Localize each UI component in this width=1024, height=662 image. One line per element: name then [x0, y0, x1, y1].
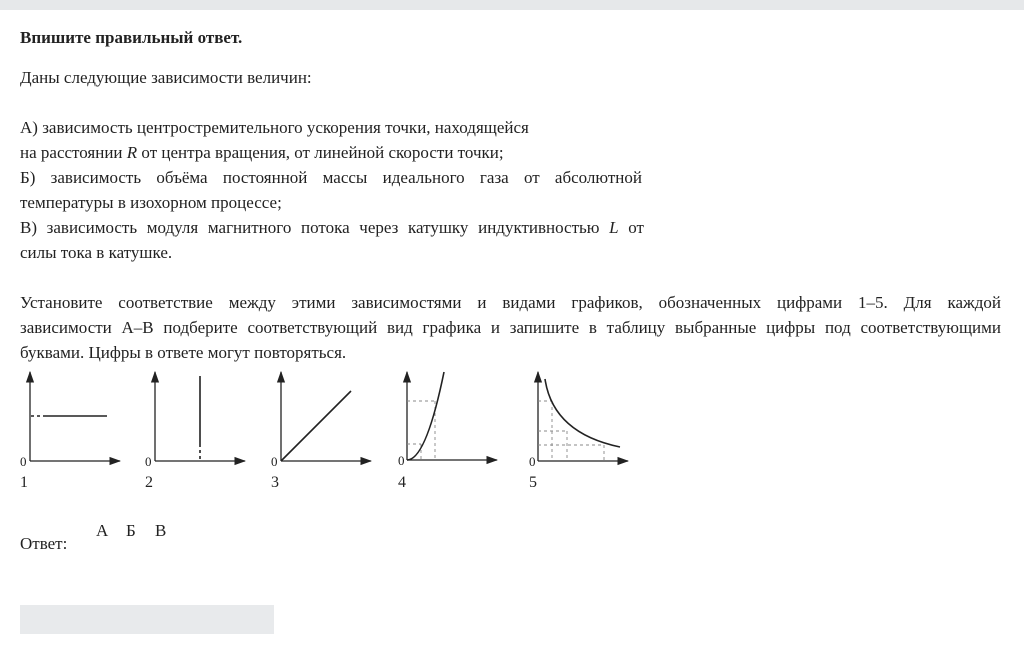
graph-4 — [396, 368, 506, 493]
item-c-line1: В) зависимость модуля магнитного потока через катушку индуктивностью L от — [20, 218, 644, 237]
graph-1-number: 1 — [20, 474, 28, 491]
graph-3-number: 3 — [271, 474, 279, 491]
var-l: L — [609, 218, 619, 237]
graph-3-origin: 0 — [271, 454, 278, 469]
intro-text: Даны следующие зависимости величин: — [20, 68, 312, 87]
top-bar — [0, 0, 1024, 10]
task-line3: буквами. Цифры в ответе могут повторяться. — [20, 343, 347, 362]
task-line2: зависимости А–В подберите соответствующий вид графика и запишите в таблицу выбранные цифры под соответствующими — [20, 318, 1001, 337]
item-b-line2: температуры в изохорном процессе; — [20, 193, 282, 212]
item-c-line2: силы тока в катушке. — [20, 243, 173, 262]
graph-5-number: 5 — [529, 474, 537, 491]
graph-1 — [14, 368, 124, 493]
answer-column-c: В — [155, 521, 167, 540]
graph-2-number: 2 — [145, 474, 153, 491]
answer-column-a: А — [96, 521, 109, 540]
answer-column-b: Б — [126, 521, 136, 540]
var-r: R — [126, 143, 138, 162]
item-b-line1: Б) зависимость объёма постоянной массы идеального газа от абсолютной — [20, 168, 642, 187]
graph-4-number: 4 — [398, 474, 406, 491]
graph-3 — [265, 368, 375, 493]
graph-5 — [526, 368, 636, 493]
instruction-text: Впишите правильный ответ. — [20, 28, 243, 47]
graph-2 — [139, 368, 249, 493]
graph-5-origin: 0 — [529, 454, 536, 469]
graph-1-origin: 0 — [20, 454, 27, 469]
answer-label: Ответ: — [20, 534, 68, 553]
graph-2-origin: 0 — [145, 454, 152, 469]
task-line1: Установите соответствие между этими зависимостями и видами графиков, обозначенных цифрами 1–5. Для каждой — [20, 293, 1001, 312]
item-a-line1: А) зависимость центростремительного ускорения точки, находящейся — [20, 118, 529, 137]
item-a-line2: на расстоянии R от центра вращения, от линейной скорости точки; — [20, 143, 504, 162]
answer-input[interactable] — [20, 605, 274, 634]
graph-4-origin: 0 — [398, 453, 405, 468]
